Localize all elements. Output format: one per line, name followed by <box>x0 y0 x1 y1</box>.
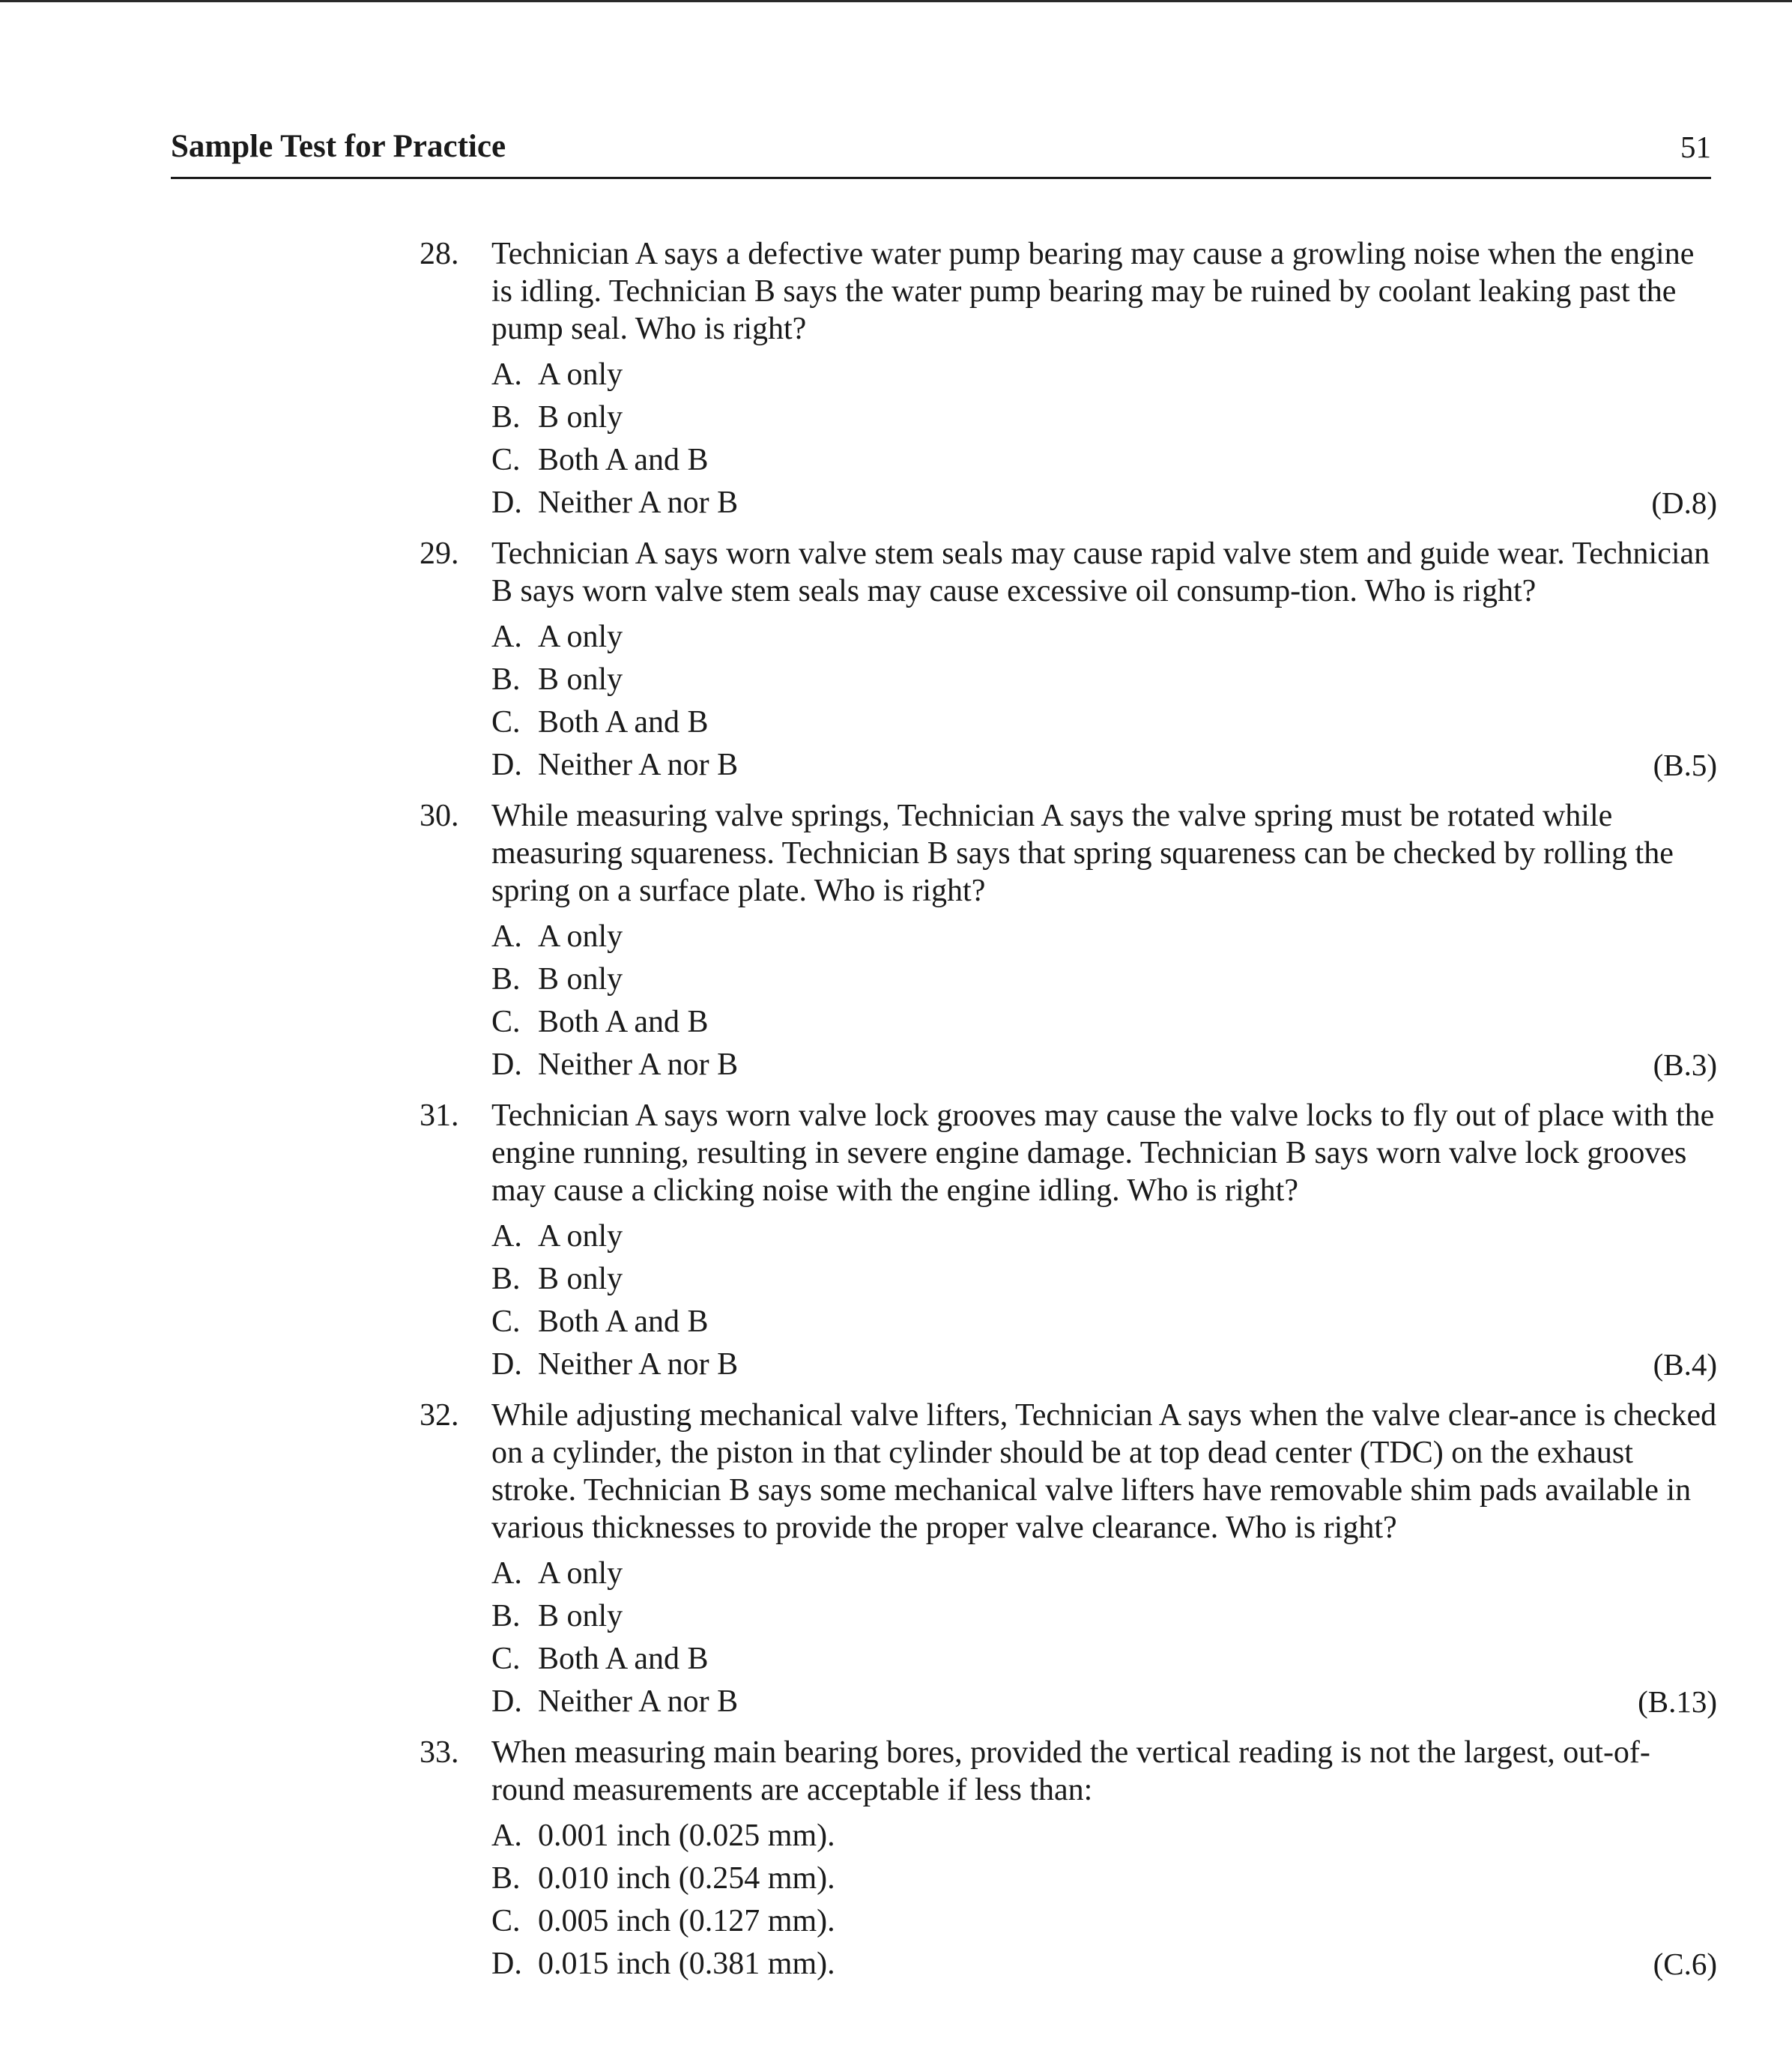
option-letter: C. <box>491 1304 521 1339</box>
question-32 <box>420 1397 1717 1723</box>
option-letter: B. <box>491 1861 521 1896</box>
task-reference: (B.4) <box>1653 1347 1717 1382</box>
answer-option-a <box>491 1215 1717 1258</box>
question-number: 28. <box>420 237 459 271</box>
page-number: 51 <box>1680 130 1711 164</box>
option-text: A only <box>538 919 623 954</box>
question-list <box>420 235 1717 1996</box>
question-text: While adjusting mechanical valve lifters, Technician A says when the valve clear-ance is checked on a cylinder, the piston in that cylinder should be at top dead center (TDC) on the exhaust stroke. Technician B says some mechanical valve lifters have removable shim pads available in various thicknesses to provide the proper valve clearance. Who is right? <box>491 1398 1717 1545</box>
page-title: Sample Test for Practice <box>171 129 506 164</box>
question-text: Technician A says worn valve lock grooves may cause the valve locks to fly out of place with the engine running, resulting in severe engine damage. Technician B says worn valve lock grooves may cause a clicking noise with the engine idling. Who is right? <box>491 1098 1715 1208</box>
question-30 <box>420 797 1717 1086</box>
answer-option-d <box>491 1681 1717 1723</box>
option-text: A only <box>538 1556 623 1591</box>
option-text: Neither A nor B <box>538 1047 739 1082</box>
answer-options <box>491 916 1717 1086</box>
answer-option-d <box>491 744 1717 787</box>
answer-option-c <box>491 1900 1717 1943</box>
option-letter: A. <box>491 1556 522 1591</box>
option-letter: C. <box>491 443 521 477</box>
question-text: When measuring main bearing bores, provided the vertical reading is not the largest, out-of-round measurements are acceptable if less than: <box>491 1735 1650 1807</box>
answer-option-a <box>491 1553 1717 1595</box>
option-text: Neither A nor B <box>538 1347 739 1382</box>
option-text: 0.010 inch (0.254 mm). <box>538 1861 835 1896</box>
answer-option-b <box>491 396 1717 439</box>
top-border-rule <box>0 0 1792 2</box>
option-letter: B. <box>491 400 521 435</box>
question-33 <box>420 1734 1717 1986</box>
option-text: Neither A nor B <box>538 486 739 520</box>
option-text: B only <box>538 1599 623 1633</box>
option-letter: D. <box>491 1947 522 1981</box>
option-text: Neither A nor B <box>538 1684 739 1719</box>
option-text: B only <box>538 400 623 435</box>
option-text: A only <box>538 620 623 654</box>
option-text: 0.001 inch (0.025 mm). <box>538 1818 835 1853</box>
option-letter: A. <box>491 620 522 654</box>
answer-option-a <box>491 1815 1717 1857</box>
option-letter: C. <box>491 705 521 740</box>
task-reference: (B.3) <box>1653 1047 1717 1082</box>
answer-options <box>491 1815 1717 1986</box>
option-letter: A. <box>491 919 522 954</box>
option-text: Both A and B <box>538 1005 709 1039</box>
option-letter: D. <box>491 486 522 520</box>
option-text: 0.015 inch (0.381 mm). <box>538 1947 835 1981</box>
option-letter: D. <box>491 1347 522 1382</box>
answer-option-d <box>491 1943 1717 1986</box>
answer-option-d <box>491 1044 1717 1086</box>
option-text: Both A and B <box>538 443 709 477</box>
option-letter: A. <box>491 1219 522 1254</box>
answer-option-b <box>491 1857 1717 1900</box>
option-letter: C. <box>491 1005 521 1039</box>
option-letter: A. <box>491 1818 522 1853</box>
answer-option-b <box>491 1595 1717 1638</box>
page-header <box>171 127 1711 179</box>
answer-option-c <box>491 1638 1717 1681</box>
option-letter: B. <box>491 662 521 697</box>
question-number: 32. <box>420 1398 459 1433</box>
task-reference: (B.5) <box>1653 748 1717 782</box>
option-letter: B. <box>491 962 521 997</box>
option-letter: D. <box>491 748 522 782</box>
answer-option-a <box>491 616 1717 659</box>
answer-option-b <box>491 1258 1717 1301</box>
answer-option-d <box>491 1343 1717 1386</box>
option-text: B only <box>538 962 623 997</box>
option-text: A only <box>538 357 623 392</box>
option-letter: C. <box>491 1642 521 1676</box>
option-text: 0.005 inch (0.127 mm). <box>538 1904 835 1938</box>
answer-option-d <box>491 482 1717 524</box>
question-number: 33. <box>420 1735 459 1770</box>
task-reference: (B.13) <box>1638 1684 1717 1719</box>
answer-option-c <box>491 439 1717 482</box>
answer-options <box>491 1553 1717 1723</box>
answer-option-b <box>491 659 1717 701</box>
option-letter: B. <box>491 1262 521 1296</box>
option-text: A only <box>538 1219 623 1254</box>
answer-option-a <box>491 916 1717 958</box>
option-letter: D. <box>491 1684 522 1719</box>
answer-option-a <box>491 354 1717 396</box>
answer-option-c <box>491 1001 1717 1044</box>
question-text: Technician A says worn valve stem seals may cause rapid valve stem and guide wear. Technician B says worn valve stem seals may cause excessive oil consump-tion. Who is right? <box>491 536 1710 608</box>
question-number: 30. <box>420 799 459 833</box>
option-text: B only <box>538 662 623 697</box>
option-text: Neither A nor B <box>538 748 739 782</box>
question-number: 29. <box>420 536 459 571</box>
answer-option-c <box>491 1301 1717 1343</box>
question-text: Technician A says a defective water pump bearing may cause a growling noise when the engine is idling. Technician B says the water pump bearing may be ruined by coolant leaking past the pump seal. Who is right? <box>491 237 1695 346</box>
task-reference: (D.8) <box>1651 486 1717 520</box>
option-letter: D. <box>491 1047 522 1082</box>
answer-option-b <box>491 958 1717 1001</box>
option-text: Both A and B <box>538 1304 709 1339</box>
answer-option-c <box>491 701 1717 744</box>
question-text: While measuring valve springs, Technician A says the valve spring must be rotated while measuring squareness. Technician B says that spring squareness can be checked by rolling the spring on a surface plate. Who is right? <box>491 799 1674 908</box>
option-text: B only <box>538 1262 623 1296</box>
option-letter: B. <box>491 1599 521 1633</box>
task-reference: (C.6) <box>1653 1947 1717 1981</box>
question-31 <box>420 1097 1717 1386</box>
option-letter: C. <box>491 1904 521 1938</box>
answer-options <box>491 616 1717 787</box>
option-text: Both A and B <box>538 705 709 740</box>
answer-options <box>491 1215 1717 1386</box>
question-29 <box>420 535 1717 787</box>
option-letter: A. <box>491 357 522 392</box>
question-28 <box>420 235 1717 524</box>
option-text: Both A and B <box>538 1642 709 1676</box>
question-number: 31. <box>420 1098 459 1133</box>
answer-options <box>491 354 1717 524</box>
